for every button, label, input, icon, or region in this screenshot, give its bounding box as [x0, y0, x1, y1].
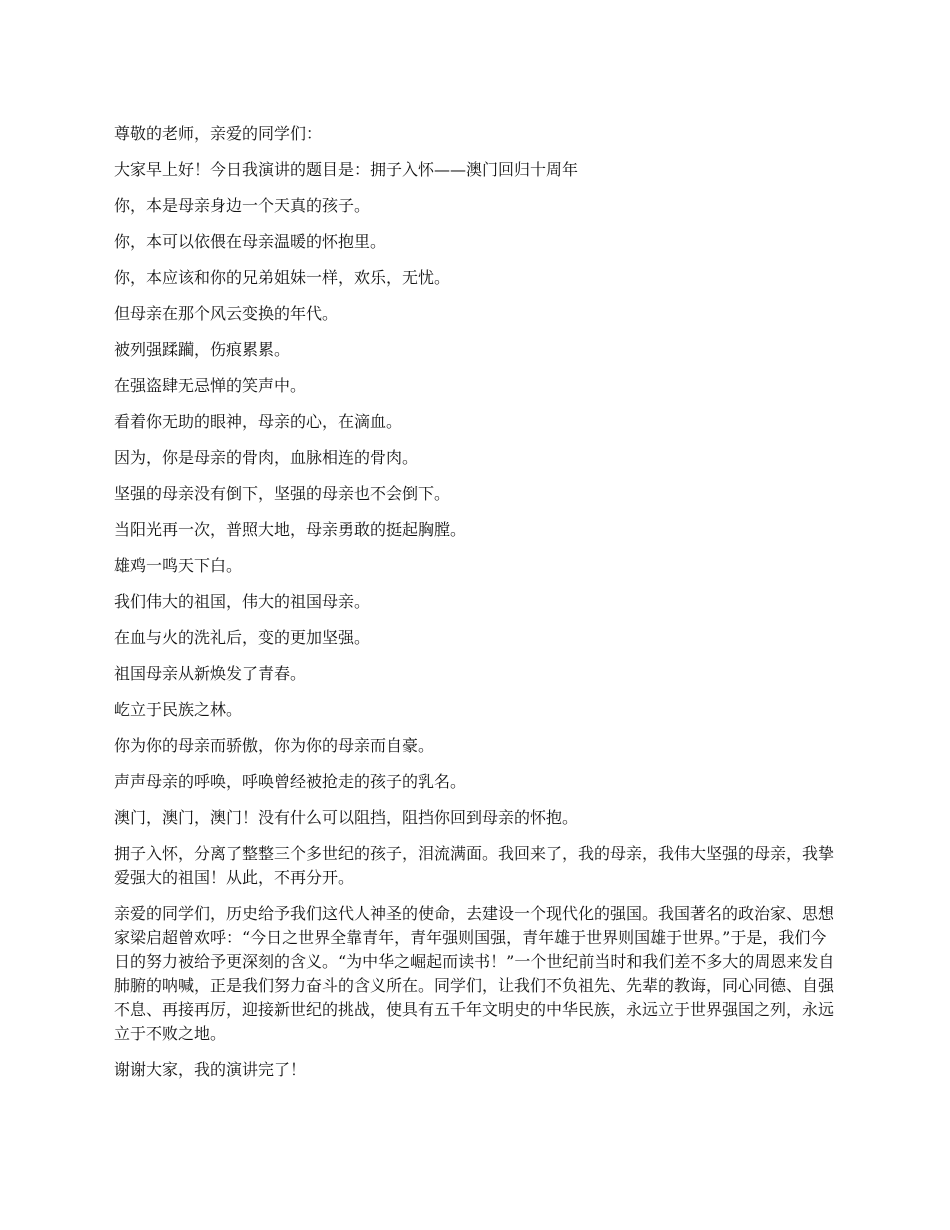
speech-text — [114, 122, 838, 1094]
paragraph: 澳门，澳门，澳门！没有什么可以阻挡，阻挡你回到母亲的怀抱。 — [114, 808, 579, 827]
paragraph: 你，本是母亲身边一个天真的孩子。 — [114, 196, 371, 215]
paragraph: 雄鸡一鸣天下白。 — [114, 556, 243, 575]
paragraph: 被列强蹂躏，伤痕累累。 — [114, 340, 291, 359]
paragraph: 因为，你是母亲的骨肉，血脉相连的骨肉。 — [114, 448, 419, 467]
intro-line: 大家早上好！今日我演讲的题目是：拥子入怀——澳门回归十周年 — [114, 160, 579, 179]
paragraph: 你，本可以依偎在母亲温暖的怀抱里。 — [114, 232, 387, 251]
paragraph: 在血与火的洗礼后，变的更加坚强。 — [114, 628, 371, 647]
paragraph: 在强盗肆无忌惮的笑声中。 — [114, 376, 307, 395]
paragraph: 但母亲在那个风云变换的年代。 — [114, 304, 339, 323]
paragraph: 拥子入怀，分离了整整三个多世纪的孩子，泪流满面。我回来了，我的母亲，我伟大坚强的母亲，我挚爱强大的祖国！从此，不再分开。 — [114, 844, 835, 887]
paragraph: 你为你的母亲而骄傲，你为你的母亲而自豪。 — [114, 736, 435, 755]
paragraph: 我们伟大的祖国，伟大的祖国母亲。 — [114, 592, 371, 611]
paragraph: 亲爱的同学们，历史给予我们这代人神圣的使命，去建设一个现代化的强国。我国著名的政治家、思想家梁启超曾欢呼：“今日之世界全靠青年，青年强则国强，青年雄于世界则国雄于世界。”于是，我们今日的努力被给予更深刻的含义。“为中华之崛起而读书！”一个世纪前当时和我们差不多大的周恩来发自肺腑的呐喊，正是我们努力奋斗的含义所在。同学们，让我们不负祖先、先辈的教诲，同心同德、自强不息、再接再厉，迎接新世纪的挑战，使具有五千年文明史的中华民族，永远立于世界强国之列，永远立于不败之地。 — [114, 904, 835, 1043]
paragraph: 屹立于民族之林。 — [114, 700, 243, 719]
paragraph: 祖国母亲从新焕发了青春。 — [114, 664, 307, 683]
greeting-line: 尊敬的老师，亲爱的同学们： — [114, 124, 323, 143]
closing-line: 谢谢大家，我的演讲完了！ — [114, 1060, 307, 1079]
paragraph: 看着你无助的眼神，母亲的心，在滴血。 — [114, 412, 403, 431]
paragraph: 声声母亲的呼唤，呼唤曾经被抢走的孩子的乳名。 — [114, 772, 467, 791]
paragraph: 坚强的母亲没有倒下，坚强的母亲也不会倒下。 — [114, 484, 451, 503]
paragraph: 你，本应该和你的兄弟姐妹一样，欢乐，无忧。 — [114, 268, 451, 287]
paragraph: 当阳光再一次，普照大地，母亲勇敢的挺起胸膛。 — [114, 520, 467, 539]
